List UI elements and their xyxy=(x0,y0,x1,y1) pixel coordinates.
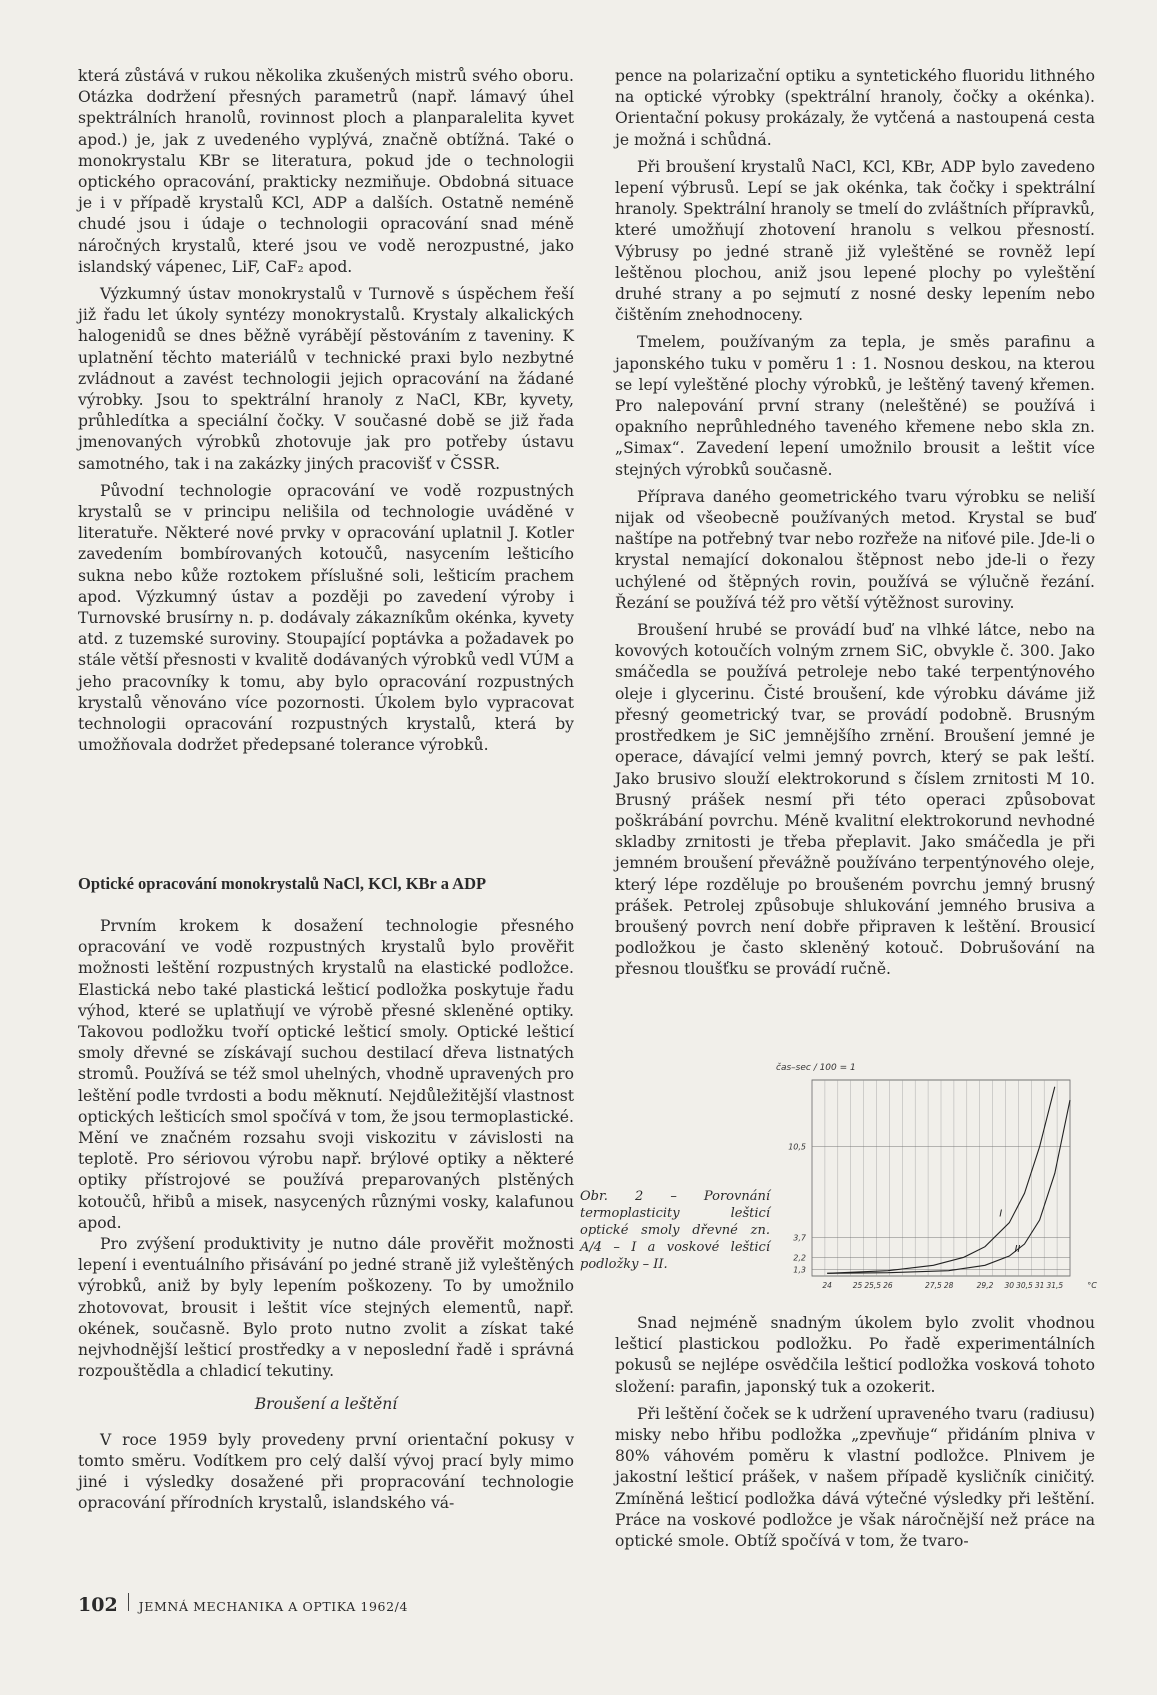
x-tick-label: 30 xyxy=(1004,1281,1015,1290)
paragraph: Při leštění čoček se k udržení upraveného tvaru (radiusu) misky nebo hřibu podložka „zpevňuje“ přidáním plniva v 80% váhovém poměru k vlastní podložce. Plnivem je jakostní lešticí prášek, v našem případě kysličník ciničitý. Zmíněná lešticí podložka dává výtečné výsledky při leštění. Práce na voskové podložce je však náročnější než práce na optické smole. Obtíž spočívá v tom, že tvaro- xyxy=(615,1404,1095,1551)
x-tick-label: 28 xyxy=(943,1281,954,1290)
paragraph: V roce 1959 byly provedeny první orientační pokusy v tomto směru. Vodítkem pro celý další vývoj prací byly mimo jiné i výsledky dosažené při propracování technologie opracování přírodních krystalů, islandského vá- xyxy=(78,1430,574,1513)
paragraph: Broušení hrubé se provádí buď na vlhké látce, nebo na kovových kotoučích volným zrnem SiC, obvykle č. 300. Jako smáčedla se používá petroleje nebo také terpentýnového oleje i glycerinu. Čisté broušení, kde výrobku dáváme již přesný geometrický tvar, se provádí podobně. Brusným prostředkem je SiC jemnějšího zrnění. Broušení jemné je operace, dávající velmi jemný povrch, který se pak leští. Jako brusivo slouží elektrokorund s číslem zrnitosti M 10. Brusný prášek nesmí při této operaci způsobovat poškrábání povrchu. Méně kvalitní elektrokorund nevhodné skladby zrnitosti je třeba přeplavit. Jako smáčedla je při jemném broušení převážně používáno terpentýnového oleje, který lépe rozděluje po broušeném povrchu jemný brusný prášek. Petrolej způsobuje shlukování jemného brusiva a broušený povrch není dobře připraven k leštění. Brousicí podložkou je často skleněný kotouč. Dobrušování na přesnou tloušťku se provádí ručně. xyxy=(615,621,1095,979)
y-tick-label: 3,7 xyxy=(793,1233,806,1243)
left-column-section xyxy=(78,916,574,1514)
paragraph: Příprava daného geometrického tvaru výrobku se neliší nijak od všeobecně používaných metod. Krystal se buď naštípe na potřebný tvar nebo rozřeže na niťové pile. Jde-li o krystal nemající dokonalou štěpnost nebo jde-li o řezy uchýlené od štěpných rovin, používá se výlučně řezání. Řezání se používá též pro větší výtěžnost suroviny. xyxy=(615,487,1095,612)
y-tick-label: 1,3 xyxy=(793,1265,806,1275)
right-column-bottom xyxy=(615,1313,1095,1558)
paragraph: Prvním krokem k dosažení technologie přesného opracování ve vodě rozpustných krystalů bylo prověřit možnosti leštění rozpustných krystalů na elastické podložce. Elastická nebo také plastická lešticí podložka poskytuje řadu výhod, které se uplatňují ve výrobě přesné skleněné optiky. Takovou podložku tvoří optické lešticí smoly. Optické lešticí smoly dřevné se získávají suchou destilací dřeva listnatých stromů. Používá se též smol uhelných, vhodně upravených pro leštění podle tvrdosti a bodu měknutí. Nejdůležitější vlastnost optických lešticích smol spočívá v tom, že jsou termoplastické. Mění ve značném rozsahu svoji viskozitu v závislosti na teplotě. Pro sériovou výrobu např. brýlové optiky a některé optiky přístrojové se používá preparovaných plstěných kotoučů, hřibů a misek, nasycených různými vosky, kalafunou apod. xyxy=(78,917,574,1232)
series-label: I xyxy=(999,1208,1003,1220)
paragraph: která zůstává v rukou několika zkušených mistrů svého oboru. Otázka dodržení přesných parametrů (např. lámavý úhel spektrálních hranolů, rovinnost ploch a planparalelita kyvet apod.) je, jak z uvedeného vyplývá, značně obtížná. Také o monokrystalu KBr se literatura, pokud jde o technologii optického opracování, prakticky nezmiňuje. Obdobná situace je i v případě krystalů KCl, ADP a dalších. Ostatně neméně chudé jsou i údaje o technologii opracování snad méně náročných krystalů, které jsou ve vodě nerozpustné, jako islandský vápenec, LiF, CaF₂ apod. xyxy=(78,67,574,276)
y-tick-label: 2,2 xyxy=(793,1253,806,1263)
paragraph: Při broušení krystalů NaCl, KCl, KBr, ADP bylo zavedeno lepení výbrusů. Lepí se jak okénka, tak čočky i spektrální hranoly. Spektrální hranoly se tmelí do zvláštních přípravků, které umožňují zhotovení hranolu s velkou přesností. Výbrusy po jedné straně již vyleštěné se rovněž lepí leštěnou plochou, aniž jsou lepené plochy po vyleštění druhé strany a po sejmutí z nosné desky lepením nebo čištěním znehodnoceny. xyxy=(615,157,1095,325)
left-column xyxy=(78,66,574,757)
x-tick-label: 25,5 xyxy=(864,1281,882,1290)
paragraph: Původní technologie opracování ve vodě rozpustných krystalů se v principu nelišila od technologie uváděné v literatuře. Některé nové prvky v opracování uplatnil J. Kotler zavedením bombírovaných kotoučů, nasycením lešticího sukna nebo kůže roztokem příslušné soli, lešticím prachem apod. Výzkumný ústav a později po zavedení výroby i Turnovské brusírny n. p. dodávaly zákazníkům okénka, kyvety atd. z tuzemské suroviny. Stoupající poptávka a požadavek po stále větší přesnosti v kvalitě dodávaných výrobků vedl VÚM a jeho pracovníky k tomu, aby bylo opracování rozpustných krystalů věnováno více pozornosti. Úkolem bylo vypracovat technologii opracování rozpustných krystalů, která by umožňovala dodržet předepsané tolerance výrobků. xyxy=(78,481,574,755)
y-tick-label: 10,5 xyxy=(788,1142,806,1152)
x-tick-label: 25 xyxy=(852,1281,863,1290)
x-tick-label: 30,5 xyxy=(1016,1281,1033,1290)
section-heading: Optické opracování monokrystalů NaCl, KCl, KBr a ADP xyxy=(78,874,487,893)
paragraph: Snad nejméně snadným úkolem bylo zvolit vhodnou lešticí plastickou podložku. Po řadě experimentálních pokusů se nejlépe osvědčila lešticí podložka vosková tohoto složení: parafin, japonský tuk a ozokerit. xyxy=(615,1314,1095,1396)
footer-divider xyxy=(128,1593,129,1611)
x-tick-label: 24 xyxy=(822,1281,832,1290)
paragraph: Tmelem, používaným za tepla, je směs parafinu a japonského tuku v poměru 1 : 1. Nosnou deskou, na kterou se lepí vyleštěné plochy výrobků, je leštěný tavený křemen. Pro nalepování první strany (neleštěné) se používá i opakního neprůhledného taveného křemene nebo skla zn. „Simax“. Zavedení lepení umožnilo brousit a leštit více stejných výrobků současně. xyxy=(615,333,1095,479)
figure-caption: Obr. 2 – Porovnání termoplasticity lešticí optické smoly dřevné zn. A/4 – I a voskové lešticí podložky – II. xyxy=(580,1189,770,1272)
x-tick-label: 31 xyxy=(1034,1281,1045,1290)
y-axis-label: čas–sec / 100 = 1 xyxy=(776,1063,856,1073)
subheading: Broušení a leštění xyxy=(254,1395,398,1414)
x-tick-label: 27,5 xyxy=(925,1281,942,1290)
page-number: 102 xyxy=(78,1594,118,1616)
series-label: II xyxy=(1014,1244,1021,1255)
x-axis-unit: °C xyxy=(1087,1281,1097,1290)
x-tick-label: 26 xyxy=(883,1281,893,1290)
journal-title: JEMNÁ MECHANIKA A OPTIKA 1962/4 xyxy=(138,1599,409,1614)
x-tick-label: 31,5 xyxy=(1046,1281,1064,1290)
paragraph: pence na polarizační optiku a syntetického fluoridu lithného na optické výrobky (spektrální hranoly, čočky a okénka). Orientační pokusy prokázaly, že vytčená a nastoupená cesta je možná i schůdná. xyxy=(615,67,1095,149)
right-column xyxy=(615,66,1095,981)
paragraph: Výzkumný ústav monokrystalů v Turnově s úspěchem řeší již řadu let úkoly syntézy monokrystalů. Krystaly alkalických halogenidů se dnes běžně vyrábějí pěstováním z taveniny. K uplatnění těchto materiálů v technické praxi bylo nezbytné zvládnout a zavést technologii jejich opracování na žádané výrobky. Jsou to spektrální hranoly z NaCl, KBr, kyvety, průhledítka a speciální čočky. V současné době se již řada jmenovaných výrobků zhotovuje jak pro potřeby ústavu samotného, tak i na zakázky jiných pracovišť v ČSSR. xyxy=(78,285,574,473)
paragraph: Pro zvýšení produktivity je nutno dále prověřit možnosti lepení i eventuálního přisávání po jedné straně již vyleštěných výrobků, aniž by byly lepením poškozeny. To by umožnilo zhotovovat, brousit i leštit více stejných elementů, např. okének, současně. Bylo proto nutno zvolit a získat také nejvhodnější lešticí prostředky a v neposlední řadě i správná rozpouštědla a chladicí tekutiny. xyxy=(78,1235,574,1381)
thermoplasticity-chart xyxy=(770,1054,1110,1294)
page-footer xyxy=(78,1593,408,1616)
x-tick-label: 29,2 xyxy=(976,1281,994,1290)
